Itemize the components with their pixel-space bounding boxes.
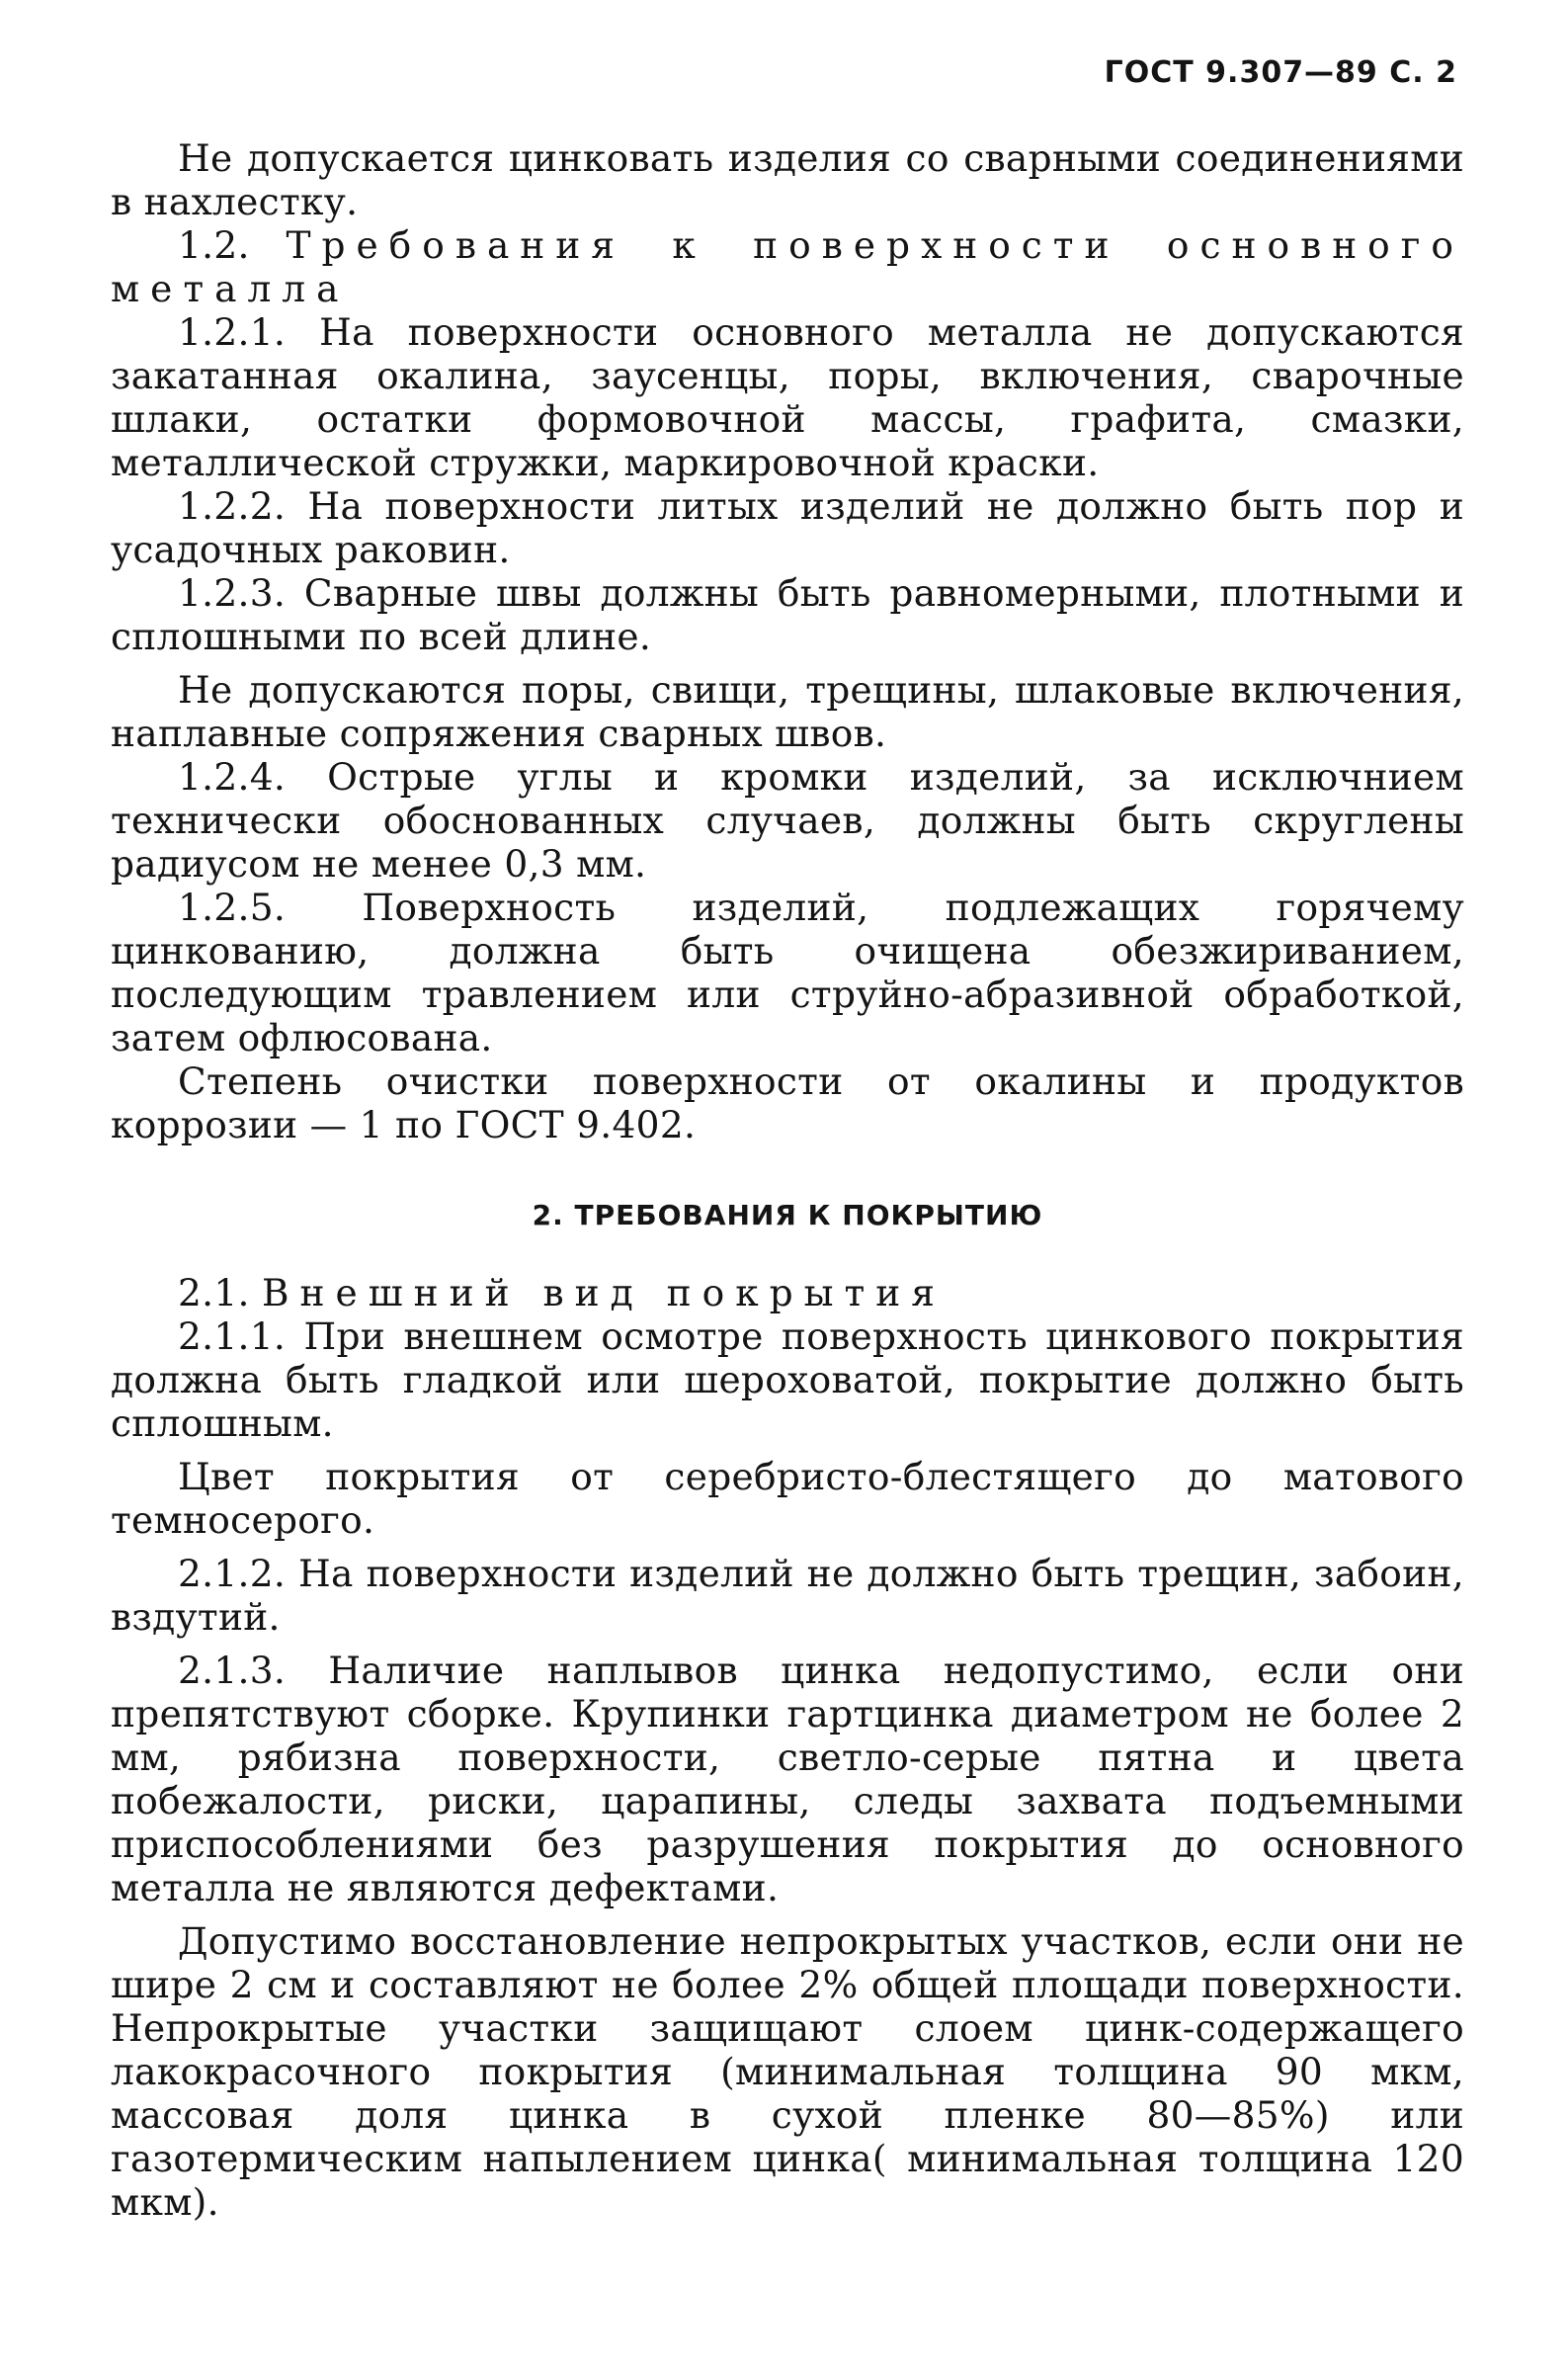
paragraph: Цвет покрытия от серебристо-блестящего до матового темносерого. xyxy=(111,1455,1464,1542)
paragraph: 2.1.3. Наличие наплывов цинка недопустимо, если они препятствуют сборке. Крупинки гартцинка диаметром не более 2 мм, рябизна поверхности, светло-серые пятна и цвета побежалости, риски, царапины, следы захвата подъемными приспособлениями без разрушения покрытия до основного металла не являются дефектами. xyxy=(111,1649,1464,1909)
paragraph: 1.2.1. На поверхности основного металла не допускаются закатанная окалина, заусенцы, поры, включения, сварочные шлаки, остатки формовочной массы, графита, смазки, металлической стружки, маркировочной краски. xyxy=(111,310,1464,484)
paragraph: 1.2.4. Острые углы и кромки изделий, за исключнием технически обоснованных случаев, должны быть скруглены радиусом не менее 0,3 мм. xyxy=(111,755,1464,886)
heading-title: Внешний вид покрытия xyxy=(262,1271,946,1314)
paragraph: Не допускаются поры, свищи, трещины, шлаковые включения, наплавные сопряжения сварных швов. xyxy=(111,668,1464,755)
heading-number: 2.1. xyxy=(178,1271,250,1314)
paragraph: Не допускается цинковать изделия со сварными соединениями в нахлестку. xyxy=(111,136,1464,223)
paragraph: 1.2.2. На поверхности литых изделий не должно быть пор и усадочных раковин. xyxy=(111,484,1464,571)
subsection-heading-2-1 xyxy=(111,1271,1464,1314)
paragraph: 2.1.2. На поверхности изделий не должно быть трещин, забоин, вздутий. xyxy=(111,1552,1464,1639)
paragraph: 2.1.1. При внешнем осмотре поверхность цинкового покрытия должна быть гладкой или шероховатой, покрытие должно быть сплошным. xyxy=(111,1314,1464,1445)
paragraph: Допустимо восстановление непрокрытых участков, если они не шире 2 см и составляют не более 2% общей площади поверхности. Непрокрытые участки защищают слоем цинк-содержащего лакокрасочного покрытия (минимальная толщина 90 мкм, массовая доля цинка в сухой пленке 80—85%) или газотермическим напылением цинка( минимальная толщина 120 мкм). xyxy=(111,1919,1464,2224)
paragraph: Степень очистки поверхности от окалины и продуктов коррозии — 1 по ГОСТ 9.402. xyxy=(111,1059,1464,1146)
paragraph: 1.2.5. Поверхность изделий, подлежащих горячему цинкованию, должна быть очищена обезжириванием, последующим травлением или струйно-абразивной обработкой, затем офлюсована. xyxy=(111,886,1464,1059)
heading-title: Требования к поверхности основного металла xyxy=(111,223,1464,310)
paragraph: 1.2.3. Сварные швы должны быть равномерными, плотными и сплошными по всей длине. xyxy=(111,571,1464,658)
document-body xyxy=(111,136,1464,2224)
heading-number: 1.2. xyxy=(178,223,250,267)
subsection-heading-1-2 xyxy=(111,223,1464,310)
page-header: ГОСТ 9.307—89 С. 2 xyxy=(1104,55,1457,90)
section-title: 2. ТРЕБОВАНИЯ К ПОКРЫТИЮ xyxy=(532,1199,1043,1231)
